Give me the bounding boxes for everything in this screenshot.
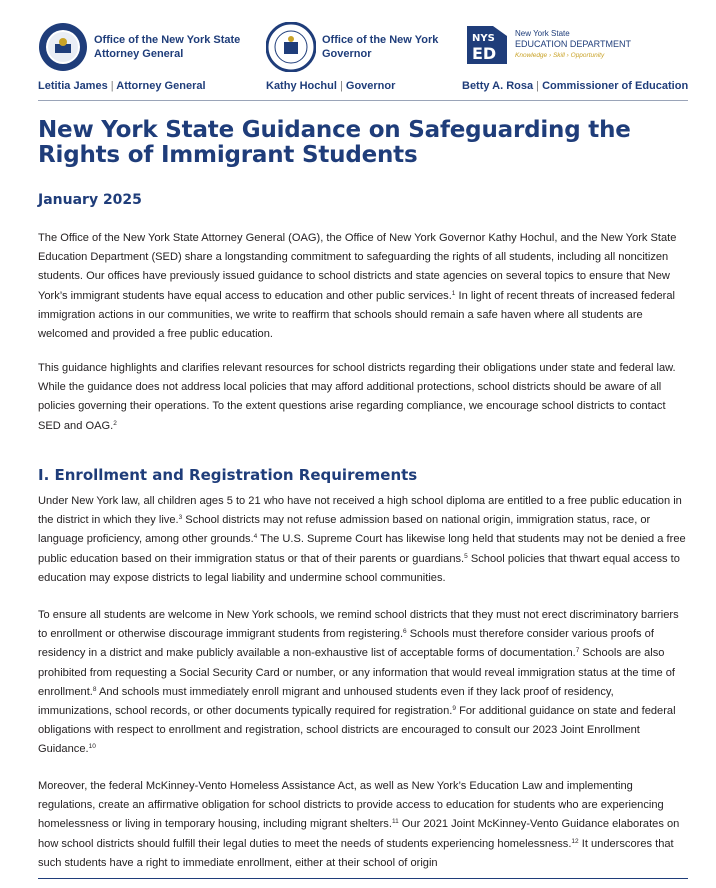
ag-official: [38, 80, 206, 92]
footnote-ref[interactable]: 4: [253, 533, 258, 541]
gov-logo-block: [266, 22, 452, 72]
gov-role: Governor: [345, 80, 396, 92]
gov-official: [266, 80, 395, 92]
separator: |: [536, 80, 540, 92]
letterhead: [0, 0, 716, 110]
footnote-ref[interactable]: 8: [92, 685, 97, 693]
gov-name: Kathy Hochul: [266, 80, 337, 92]
sed-role: Commissioner of Education: [542, 80, 689, 92]
ag-seal-icon: [38, 22, 88, 72]
footnote-ref[interactable]: 12: [571, 837, 579, 845]
nysed-badge-top: NYS: [472, 33, 495, 44]
ag-logo-block: [38, 22, 254, 72]
footnote-ref[interactable]: 11: [391, 818, 399, 826]
gov-office-name: Office of the New York Governor: [322, 34, 439, 60]
nysed-badge-bottom: ED: [472, 44, 497, 63]
footnote-ref[interactable]: 7: [575, 647, 580, 655]
ag-role: Attorney General: [116, 80, 206, 92]
footnote-ref[interactable]: 9: [452, 705, 456, 713]
footnote-ref[interactable]: 5: [464, 552, 468, 560]
ag-name: Letitia James: [38, 80, 108, 92]
footnote-ref[interactable]: 1: [451, 289, 456, 297]
document-date: January 2025: [38, 192, 142, 208]
document-title: New York State Guidance on Safeguarding the Rights of Immigrant Students: [38, 117, 631, 168]
intro-paragraph-1: The Office of the New York State Attorney General (OAG), the Office of New York Governor Kathy Hochul, and the New York State Education Department (SED) share a longstanding commitment to safeguarding the rights of all students, including all noncitizen students. Our offices have previously issued guidance to school districts and state agencies on several topics to ensure that New York’s immigrant students have equal access to education and other public services.$^1$ In light of recent threats of increased federal immigration actions in our communities, we write to reaffirm that schools should remain a safe haven where all students are welcomed and provided a free public education.: [38, 232, 677, 341]
header-divider: [38, 100, 688, 101]
nysed-office-line2: EDUCATION DEPARTMENT: [515, 39, 632, 49]
section1-paragraph-2: To ensure all students are welcome in New York schools, we remind school districts that they must not erect discriminatory barriers to enrollment or otherwise discourage immigrant students from registering.$^6$ Schools must therefore consider various proofs of residency in a district and make publicly available a non-exhaustive list of acceptable forms of documentation.$^7$ Schools are also prohibited from requesting a Social Security Card or number, or any information that would reveal immigration status at the time of enrollment.$^8$ And schools must immediately enroll migrant and unhoused students even if they lack proof of residency, immunizations, school records, or other documents typically required for registration.$^9$ For additional guidance on state and federal obligations with respect to enrollment and registration, school districts are encouraged to consult our 2023 Joint Enrollment Guidance.$^{10}$: [38, 609, 679, 756]
nysed-logo-block: [463, 24, 631, 66]
nysed-office-line1: New York State: [515, 29, 570, 38]
state-seal-icon: [266, 22, 316, 72]
nysed-badge-icon: [463, 24, 511, 66]
footnote-ref[interactable]: 3: [178, 514, 183, 522]
footnote-ref[interactable]: 10: [88, 743, 96, 751]
ag-office-name: Office of the New York State Attorney General: [94, 34, 241, 60]
separator: |: [110, 80, 114, 92]
section1-paragraph-1: Under New York law, all children ages 5 to 21 who have not received a high school diploma are entitled to a free public education in the district in which they live.$^3$ School districts may not refuse admission based on national origin, immigration status, race, or language proficiency, among other grounds.$^4$ The U.S. Supreme Court has likewise long held that students may not be denied a free public education based on their immigration status or that of their parents or guardians.$^5$ School policies that thwart equal access to education may expose districts to legal liability and undermine school communities.: [38, 495, 686, 584]
sed-name: Betty A. Rosa: [462, 80, 534, 92]
footer-divider: [38, 878, 688, 879]
sed-official: [462, 80, 688, 92]
nysed-tagline: Knowledge › Skill › Opportunity: [515, 52, 605, 59]
intro-paragraph-2: This guidance highlights and clarifies relevant resources for school districts regarding their obligations under state and federal law. While the guidance does not address local policies that may afford additional protections, school districts should be aware of all policies governing their operations. To the extent questions arise regarding compliance, we encourage school districts to contact SED and OAG.$^2$: [38, 362, 676, 432]
section-heading: I. Enrollment and Registration Requirements: [38, 466, 418, 484]
footnote-ref[interactable]: 2: [113, 419, 117, 427]
separator: |: [339, 80, 343, 92]
footnote-ref[interactable]: 6: [403, 628, 407, 636]
section1-paragraph-3: Moreover, the federal McKinney-Vento Homeless Assistance Act, as well as New York’s Education Law and implementing regulations, create an affirmative obligation for school districts to provide access to education for students who are experiencing homelessness or living in temporary housing, including migrant shelters.$^{11}$ Our 2021 Joint McKinney-Vento Guidance elaborates on how school districts should fulfill their legal duties to meet the needs of students experiencing homelessness.$^{12}$ It underscores that such students have a right to immediate enrollment, either at their school of origin: [38, 780, 680, 869]
